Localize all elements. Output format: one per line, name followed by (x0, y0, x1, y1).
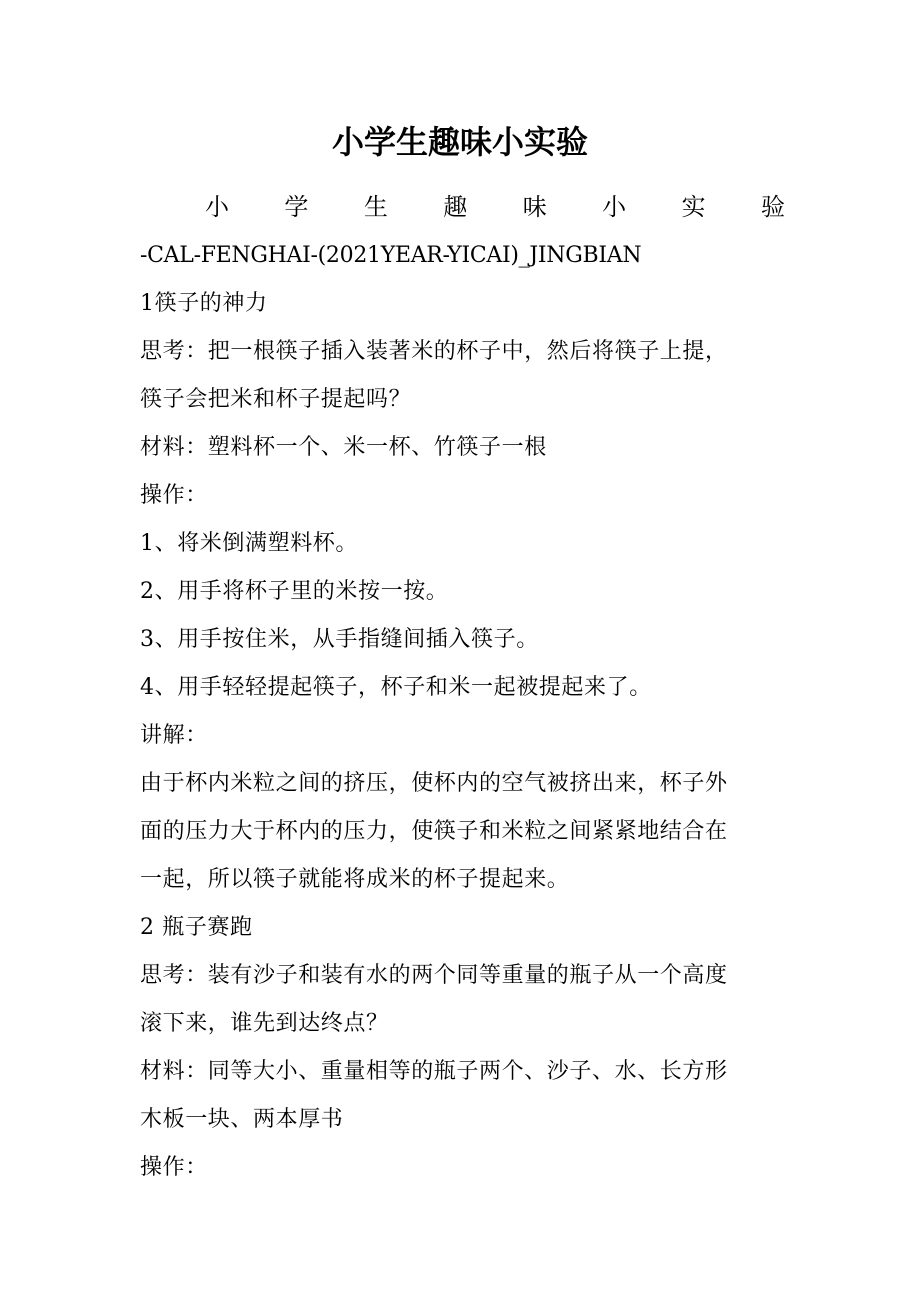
document-body (140, 232, 800, 1192)
step-line: 1、将米倒满塑料杯。 (140, 531, 358, 556)
section-heading: 1筷子的神力 (140, 291, 268, 316)
paragraph-line: 材料：塑料杯一个、米一杯、竹筷子一根 (140, 435, 547, 460)
paragraph-line: 操作： (140, 483, 208, 508)
spaced-title-char: 验 (760, 193, 785, 221)
paragraph-line: 思考：把一根筷子插入装著米的杯子中，然后将筷子上提， (140, 339, 728, 364)
spaced-title-char: 趣 (443, 193, 468, 221)
spaced-title-char: 学 (284, 193, 309, 221)
step-line: 4、用手轻轻提起筷子，杯子和米一起被提起来了。 (140, 675, 652, 700)
spaced-title-char: 小 (205, 193, 229, 221)
paragraph-line: 筷子会把米和杯子提起吗？ (140, 387, 412, 412)
spaced-title-char: 生 (363, 193, 388, 221)
spaced-title-char: 小 (602, 193, 627, 221)
spaced-title-char: 味 (522, 193, 547, 221)
paragraph-line: 操作： (140, 1155, 208, 1180)
document-code-line: -CAL-FENGHAI-(2021YEAR-YICAI)_JINGBIAN (140, 243, 642, 268)
spaced-title-line (205, 190, 785, 224)
paragraph-line: 面的压力大于杯内的压力，使筷子和米粒之间紧紧地结合在 (140, 819, 728, 844)
paragraph-line: 木板一块、两本厚书 (140, 1107, 344, 1132)
step-line: 2、用手将杯子里的米按一按。 (140, 579, 449, 604)
paragraph-line: 思考：装有沙子和装有水的两个同等重量的瓶子从一个高度 (140, 963, 728, 988)
paragraph-line: 由于杯内米粒之间的挤压，使杯内的空气被挤出来，杯子外 (140, 771, 728, 796)
paragraph-line: 讲解： (140, 723, 208, 748)
paragraph-line: 一起，所以筷子就能将成米的杯子提起来。 (140, 867, 570, 892)
document-title: 小学生趣味小实验 (331, 123, 588, 161)
section-heading: 2 瓶子赛跑 (140, 915, 253, 940)
spaced-title-char: 实 (681, 193, 706, 221)
step-line: 3、用手按住米，从手指缝间插入筷子。 (140, 627, 539, 652)
paragraph-line: 材料：同等大小、重量相等的瓶子两个、沙子、水、长方形 (140, 1059, 728, 1084)
paragraph-line: 滚下来，谁先到达终点？ (140, 1011, 389, 1036)
